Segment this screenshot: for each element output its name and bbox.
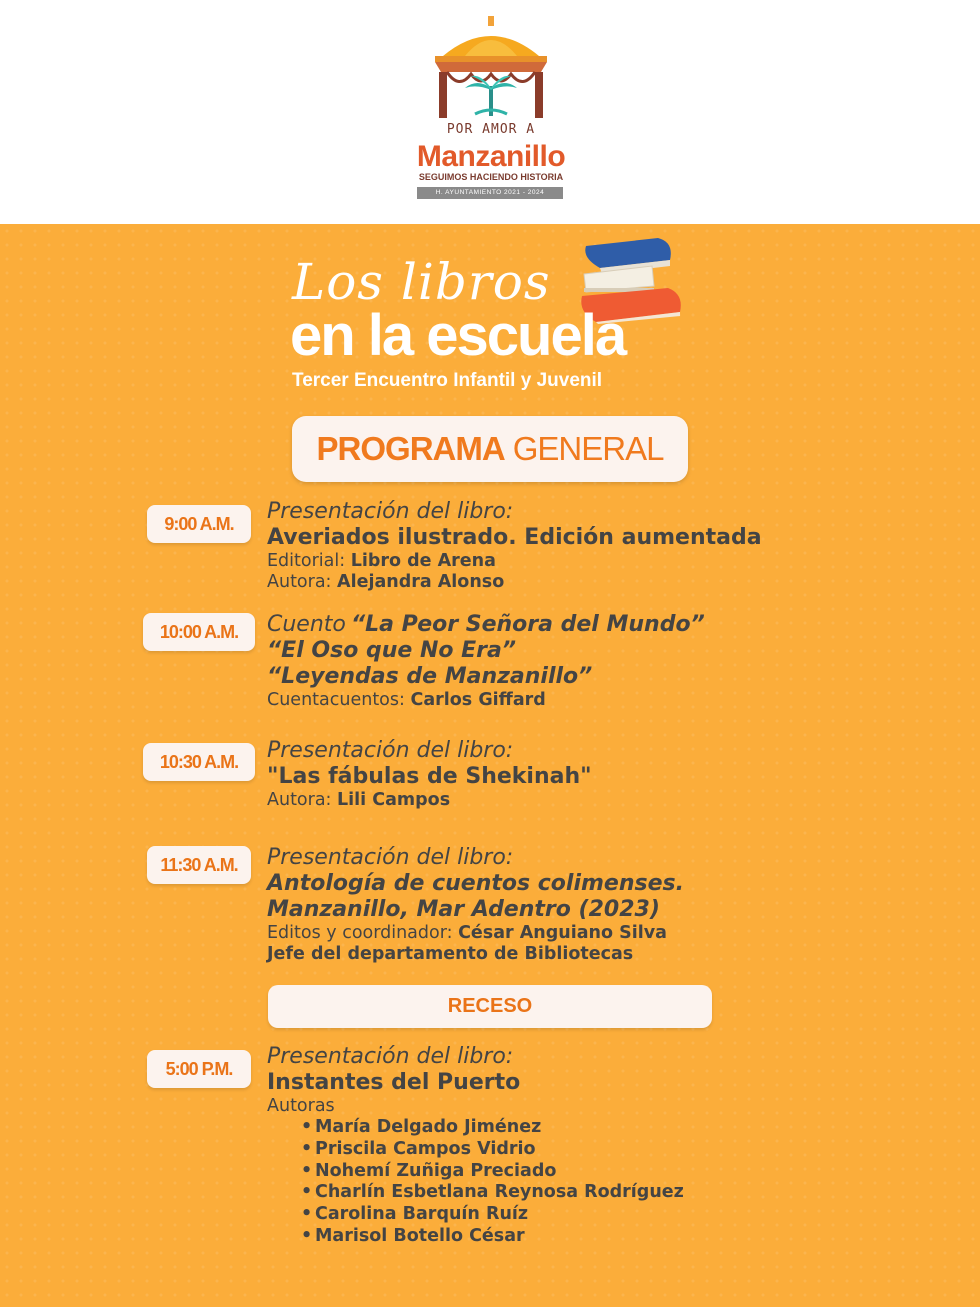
program-heading bbox=[292, 416, 688, 482]
time-badge-1: 9:00 A.M. bbox=[147, 505, 251, 543]
list-item: • Nohemí Zuñiga Preciado bbox=[301, 1161, 684, 1183]
book-title: Manzanillo, Mar Adentro (2023) bbox=[267, 897, 660, 922]
break-banner: RECESO bbox=[268, 985, 712, 1028]
book-title: Antología de cuentos colimenses. bbox=[267, 871, 684, 896]
time-badge-2: 10:00 A.M. bbox=[143, 613, 255, 651]
event-subtitle: Tercer Encuentro Infantil y Juvenil bbox=[292, 370, 603, 391]
schedule-item-3 bbox=[267, 738, 592, 811]
detail-line: Cuentacuentos: Carlos Giffard bbox=[267, 690, 546, 710]
story-title: “Leyendas de Manzanillo” bbox=[267, 664, 593, 689]
schedule-item-5 bbox=[267, 1044, 684, 1248]
logo-slogan: SEGUIMOS HACIENDO HISTORIA bbox=[418, 172, 564, 182]
detail-line: Autora: Lili Campos bbox=[267, 790, 451, 810]
item-intro: Presentación del libro: bbox=[267, 738, 514, 763]
manzanillo-logo bbox=[415, 14, 567, 200]
logo-administration: H. AYUNTAMIENTO 2021 - 2024 bbox=[417, 187, 563, 199]
event-title-main: en la escuela bbox=[290, 303, 626, 368]
list-item: • Priscila Campos Vidrio bbox=[301, 1139, 684, 1161]
schedule-item-2 bbox=[267, 612, 705, 711]
book-title: "Las fábulas de Shekinah" bbox=[267, 764, 592, 789]
story-title: “El Oso que No Era” bbox=[267, 638, 517, 663]
story-title: “La Peor Señora del Mundo” bbox=[350, 612, 705, 637]
item-intro: Presentación del libro: bbox=[267, 845, 514, 870]
book-title: Instantes del Puerto bbox=[267, 1070, 521, 1095]
kiosk-palm-logo bbox=[415, 14, 567, 124]
authors-list bbox=[267, 1117, 684, 1248]
list-item: • Charlín Esbetlana Reynosa Rodríguez bbox=[301, 1182, 684, 1204]
list-item: • María Delgado Jiménez bbox=[301, 1117, 684, 1139]
detail-line: Editorial: Libro de Arena bbox=[267, 551, 496, 571]
item-intro-line: Cuento “La Peor Señora del Mundo” bbox=[267, 612, 705, 637]
item-intro: Presentación del libro: bbox=[267, 499, 514, 524]
schedule-item-1 bbox=[267, 499, 762, 593]
item-intro: Presentación del libro: bbox=[267, 1044, 514, 1069]
logo-tagline-top: POR AMOR A bbox=[446, 122, 536, 137]
program-heading-bold: PROGRAMA bbox=[316, 430, 505, 467]
time-badge-5: 5:00 P.M. bbox=[147, 1050, 251, 1088]
event-title-script: Los libros bbox=[292, 253, 551, 311]
detail-line: Jefe del departamento de Bibliotecas bbox=[267, 944, 634, 964]
book-title: Averiados ilustrado. Edición aumentada bbox=[267, 525, 762, 550]
logo-city-name: Manzanillo bbox=[416, 140, 566, 173]
authors-label: Autoras bbox=[267, 1096, 335, 1116]
detail-line: Editos y coordinador: César Anguiano Silva bbox=[267, 923, 667, 943]
detail-line: Autora: Alejandra Alonso bbox=[267, 572, 505, 592]
time-badge-4: 11:30 A.M. bbox=[147, 846, 251, 884]
list-item: • Carolina Barquín Ruíz bbox=[301, 1204, 684, 1226]
program-heading-regular: GENERAL bbox=[512, 430, 664, 467]
schedule-item-4 bbox=[267, 845, 684, 965]
list-item: • Marisol Botello César bbox=[301, 1226, 684, 1248]
time-badge-3: 10:30 A.M. bbox=[143, 743, 255, 781]
header bbox=[0, 0, 980, 224]
